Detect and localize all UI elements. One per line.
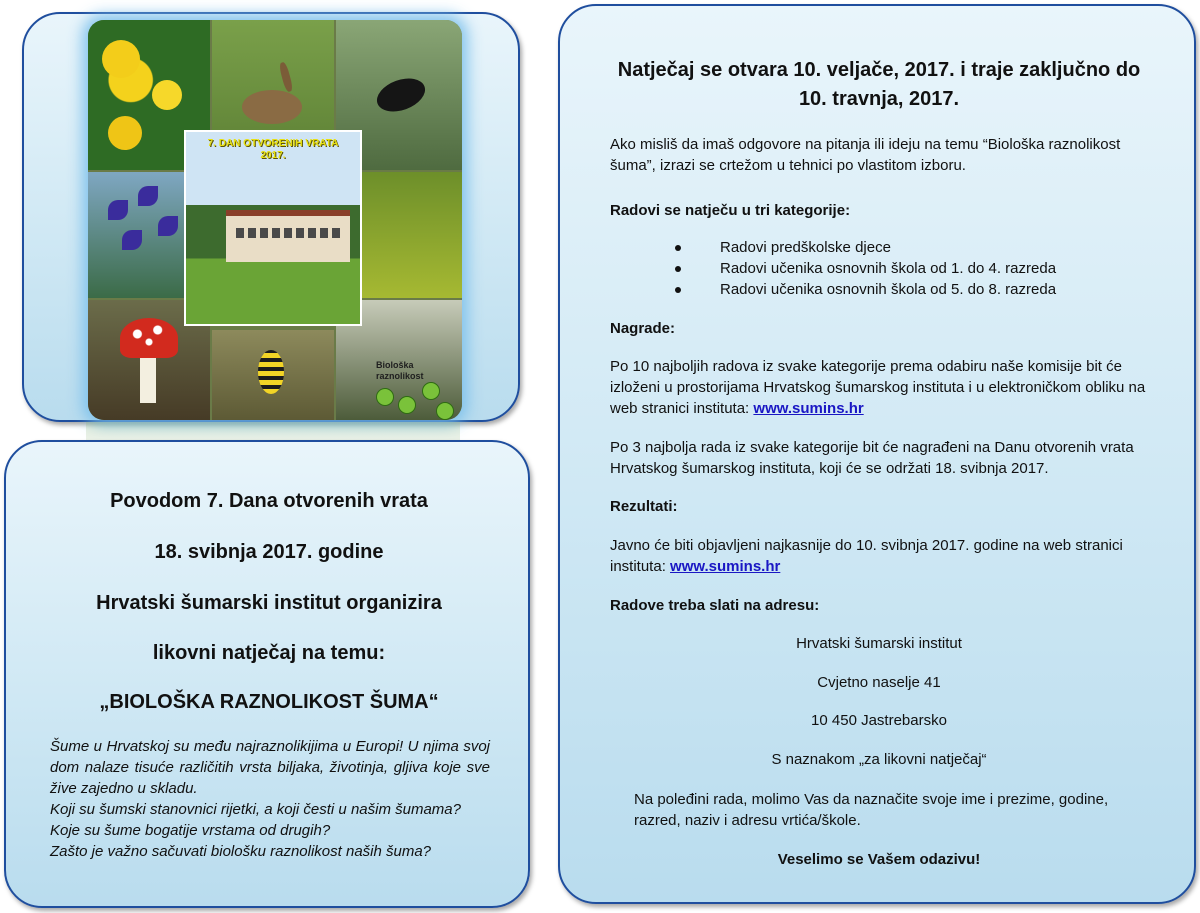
spider-photo [212, 330, 334, 420]
iris-flower-shape [108, 200, 128, 220]
flower-shape [152, 80, 182, 110]
announcement-panel [4, 440, 530, 908]
closing-line: Veselimo se Vašem odazivu! [777, 851, 981, 868]
building-shape [226, 210, 350, 262]
iris-flower-shape [158, 216, 178, 236]
website-link[interactable]: www.sumins.hr [753, 400, 864, 417]
flower-shape [102, 40, 140, 78]
categories-heading: Radovi se natječu u tri kategorije: [610, 202, 851, 219]
hare-body-shape [242, 90, 302, 124]
results-text-body: Javno će biti objavljeni najkasnije do 10. svibnja 2017. godine na web stranici instituta: [610, 537, 1123, 575]
results-heading: Rezultati: [610, 498, 678, 515]
intro-questions [50, 736, 490, 862]
competition-details-panel [558, 4, 1196, 904]
question-2: Koje su šume bogatije vrstama od drugih? [50, 822, 331, 839]
competition-dates-headline: Natječaj se otvara 10. veljače, 2017. i traje zaključno do 10. travnja, 2017. [617, 59, 1141, 110]
flower-shape [108, 116, 142, 150]
open-day-title-line2: 2017. [260, 150, 286, 161]
leaf-icon [422, 382, 440, 400]
category-item: Radovi učenika osnovnih škola od 5. do 8. razreda [610, 279, 1148, 300]
address-line2: Cvjetno naselje 41 [817, 674, 941, 691]
address-heading: Radove treba slati na adresu: [610, 597, 820, 614]
forest-caption-line2: raznolikost [376, 371, 424, 381]
awards-heading: Nagrade: [610, 320, 676, 337]
announcement-line4: likovni natječaj na temu: [152, 642, 386, 664]
categories-list [610, 237, 1148, 300]
leaf-icon [436, 402, 454, 420]
iris-flower-shape [122, 230, 142, 250]
open-day-photo-title [186, 138, 360, 162]
laburnum-photo [360, 172, 462, 298]
institute-building-photo [184, 130, 362, 326]
awards-text-2: Po 3 najbolja rada iz svake kategorije bit će nagrađeni na Danu otvorenih vrata Hrvatskog šumarskog instituta, koji će se održati 18. svibnja 2017. [610, 439, 1134, 477]
leaf-icon [398, 396, 416, 414]
leaf-icon [376, 388, 394, 406]
mushroom-cap-shape [120, 318, 178, 358]
back-of-work-note: Na poleđini rada, molimo Vas da naznačite svoje ime i prezime, godine, razred, naziv i adresu vrtića/škole. [634, 791, 1109, 829]
competition-intro: Ako misliš da imaš odgovore na pitanja ili ideju na temu “Biološka raznolikost šuma”, izrazi se crtežom u tehnici po vlastitom izboru. [610, 136, 1121, 174]
awards-text-1-body: Po 10 najboljih radova iz svake kategorije prema odabiru naše komisije bit će izloženi u prostorijama Hrvatskog šumarskog instituta i u elektroničkom obliku na web stranici instituta: [610, 358, 1146, 417]
competition-theme-title: „BIOLOŠKA RAZNOLIKOST ŠUMA“ [99, 691, 439, 713]
address-line3: 10 450 Jastrebarsko [811, 712, 947, 729]
category-item: Radovi predškolske djece [610, 237, 1148, 258]
awards-text-1 [610, 356, 1148, 419]
results-text [610, 535, 1148, 577]
website-link[interactable]: www.sumins.hr [670, 558, 781, 575]
forest-caption-line1: Biološka [376, 360, 414, 370]
intro-text: Šume u Hrvatskoj su među najraznolikijima u Europi! U njima svoj dom nalaze tisuće različitih vrsta biljaka, životinja, gljiva koje sve žive zajedno u skladu. [50, 738, 490, 797]
address-line4: S naznakom „za likovni natječaj“ [771, 751, 987, 768]
category-item: Radovi učenika osnovnih škola od 1. do 4. razreda [610, 258, 1148, 279]
photo-collage [88, 20, 462, 420]
address-line1: Hrvatski šumarski institut [796, 635, 962, 652]
spider-body-shape [258, 350, 284, 394]
hare-ear-shape [278, 61, 293, 92]
mushroom-stem-shape [140, 355, 156, 403]
forest-photo-caption [376, 360, 424, 382]
announcement-line1: Povodom 7. Dana otvorenih vrata [110, 490, 428, 512]
question-3: Zašto je važno sačuvati biološku raznolikost naših šuma? [50, 843, 432, 860]
beetle-shape [372, 72, 429, 117]
announcement-line3: Hrvatski šumarski institut organizira [96, 592, 442, 614]
question-1: Koji su šumski stanovnici rijetki, a koji česti u našim šumama? [50, 801, 461, 818]
announcement-line2: 18. svibnja 2017. godine [154, 541, 384, 563]
photo-panel [22, 12, 520, 422]
open-day-title-line1: 7. DAN OTVORENIH VRATA [207, 138, 339, 149]
iris-flower-shape [138, 186, 158, 206]
